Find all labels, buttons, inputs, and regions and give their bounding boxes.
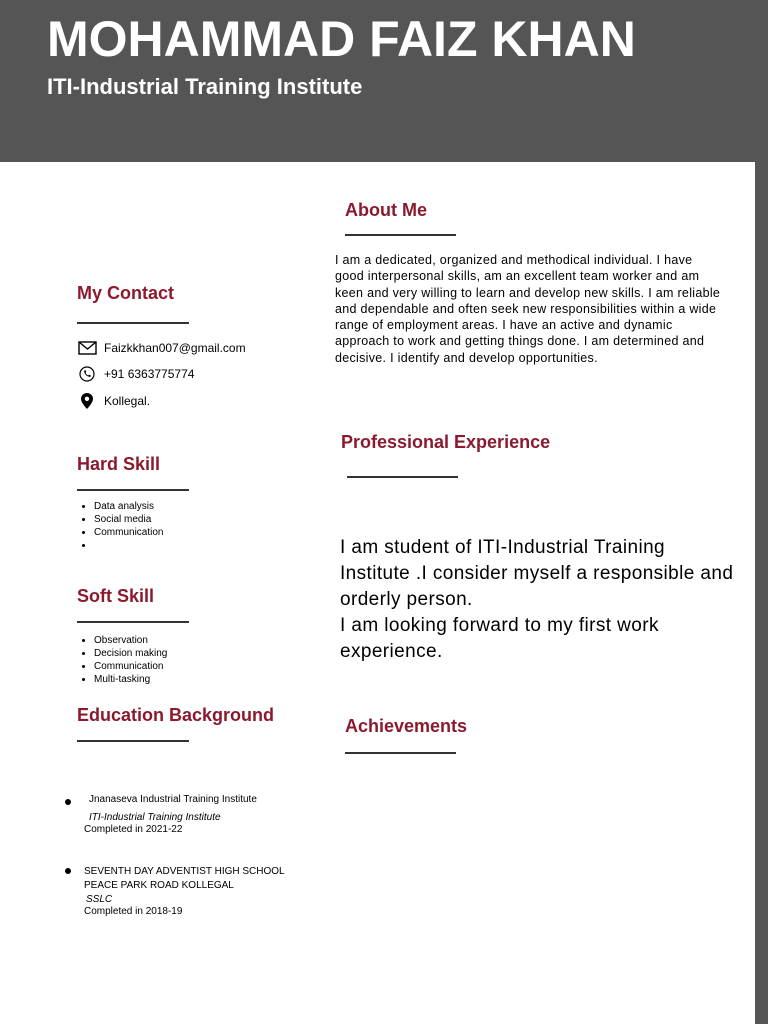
education-entry-2-school-line2: PEACE PARK ROAD KOLLEGAL xyxy=(84,880,234,891)
contact-title: My Contact xyxy=(77,283,175,303)
experience-line-1: I am student of ITI-Industrial Training Institute .I consider myself a responsible and orderly person. xyxy=(340,537,734,610)
achievements-divider xyxy=(345,752,456,754)
experience-line-2: I am looking forward to my first work experience. xyxy=(340,615,659,662)
list-item: • Decision making xyxy=(94,647,167,660)
education-divider xyxy=(77,740,189,742)
location-pin-icon xyxy=(77,393,97,409)
list-item: • Data analysis xyxy=(94,500,163,513)
list-item xyxy=(94,539,163,552)
education-entry-1-school: Jnanaseva Industrial Training Institute xyxy=(89,794,257,805)
about-divider xyxy=(345,234,456,236)
contact-location-row xyxy=(77,393,150,409)
hard-skill-title: Hard Skill xyxy=(77,454,161,474)
contact-email-row xyxy=(77,340,246,356)
hard-skill-divider xyxy=(77,489,189,491)
about-title: About Me xyxy=(345,200,427,220)
candidate-subtitle: ITI-Industrial Training Institute xyxy=(47,74,363,99)
contact-phone-row xyxy=(77,366,194,382)
right-edge-bar xyxy=(755,162,768,1024)
list-item: • Social media xyxy=(94,513,163,526)
header-banner xyxy=(0,0,768,162)
education-title: Education Background xyxy=(77,705,275,725)
list-item: • Communication xyxy=(94,526,163,539)
education-bullet xyxy=(65,868,71,874)
education-entry-2-course: SSLC xyxy=(86,894,113,905)
experience-divider xyxy=(347,476,458,478)
education-bullet xyxy=(65,799,71,805)
contact-location: Kollegal. xyxy=(104,394,151,408)
education-entry-1-course: ITI-Industrial Training Institute xyxy=(89,812,221,823)
soft-skill-title: Soft Skill xyxy=(77,586,155,606)
contact-phone: +91 6363775774 xyxy=(104,367,195,381)
education-entry-2-school-line1: SEVENTH DAY ADVENTIST HIGH SCHOOL xyxy=(84,866,285,877)
hard-skill-list xyxy=(77,500,163,552)
envelope-icon xyxy=(77,340,97,356)
contact-divider xyxy=(77,322,189,324)
list-item: • Communication xyxy=(94,660,167,673)
phone-icon xyxy=(77,366,97,382)
education-entry-2-completed: Completed in 2018-19 xyxy=(84,906,183,917)
list-item: • Observation xyxy=(94,634,167,647)
about-text: I am a dedicated, organized and methodical individual. I have good interpersonal skills, am an excellent team worker and am keen and very willing to learn and develop new skills. I am reliable and dependable and often seek new responsibilities within a wide range of employment areas. I have an active and dynamic approach to work and getting things done. I am determined and decisive. I identify and develop opportunities. xyxy=(335,253,721,365)
achievements-title: Achievements xyxy=(345,716,468,736)
contact-email-link[interactable]: Faizkkhan007@gmail.com xyxy=(104,341,246,355)
experience-title: Professional Experience xyxy=(341,432,551,452)
experience-text xyxy=(340,535,740,665)
list-item: • Multi-tasking xyxy=(94,673,167,686)
soft-skill-divider xyxy=(77,621,189,623)
candidate-name: MOHAMMAD FAIZ KHAN xyxy=(47,11,636,67)
soft-skill-list xyxy=(77,634,167,686)
education-entry-1-completed: Completed in 2021-22 xyxy=(84,824,183,835)
